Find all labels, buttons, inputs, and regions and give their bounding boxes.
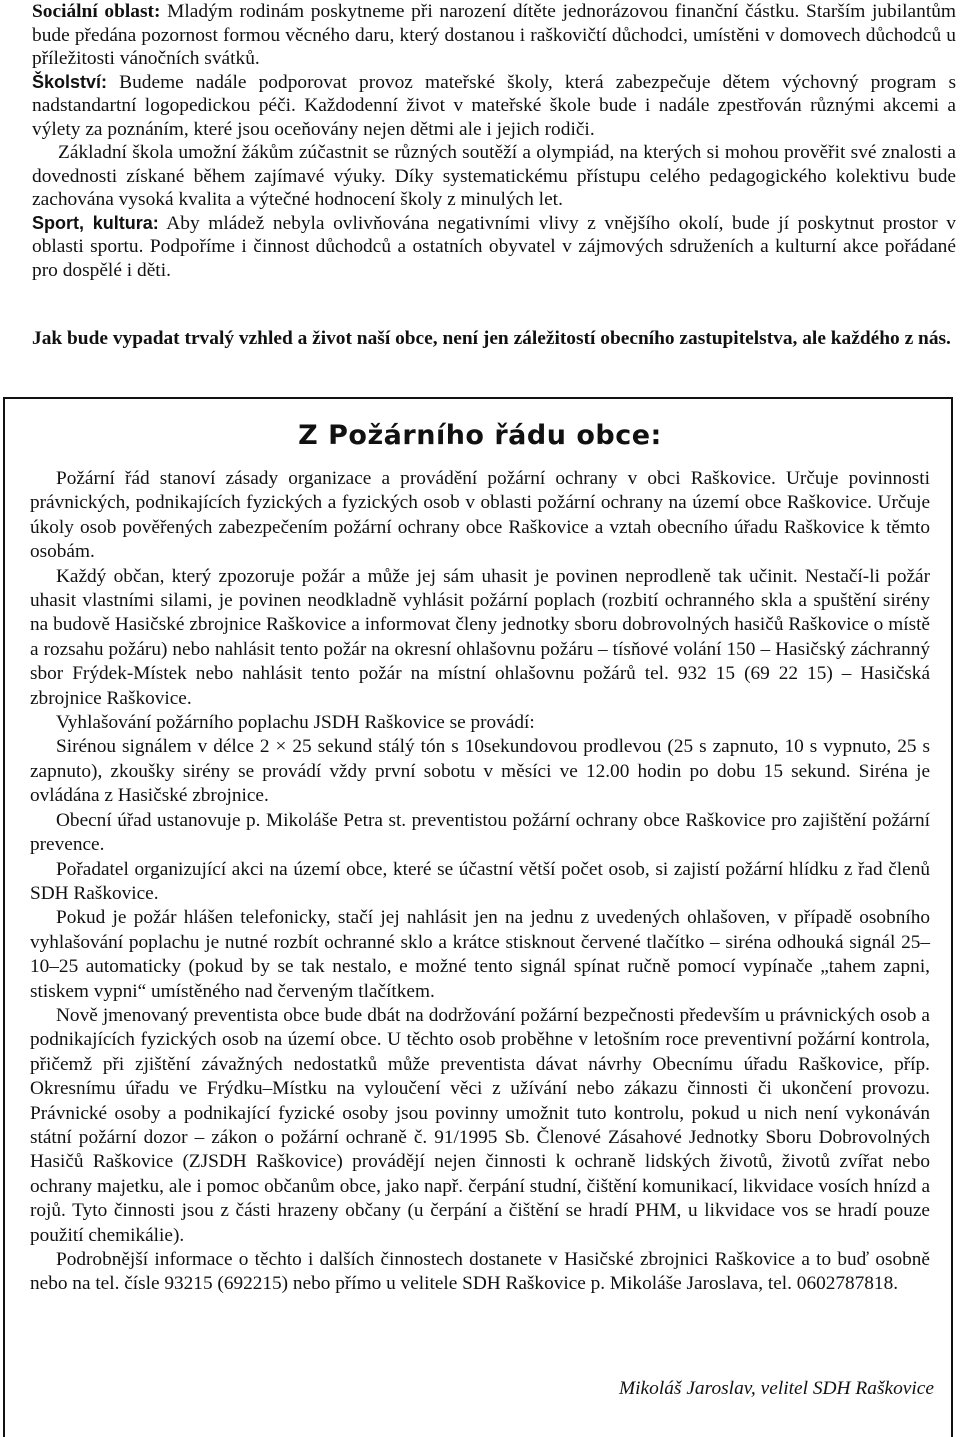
box-paragraph: Vyhlašování požárního poplachu JSDH Raškovice se provádí:	[56, 712, 535, 734]
social-text: Mladým rodinám poskytneme při narození dítěte jednorázovou finanční částku. Starším jubilantům bude předána pozornost formou věcného daru, který dostanou i raškovičtí důchodci, umístěni v domovech důchodců u příležitosti vánočních svátků.	[32, 1, 956, 69]
school-text: Budeme nadále podporovat provoz mateřské školy, která zabezpečuje dětem výchovný program s nadstandartní logopedickou péči. Každodenní život v mateřské škole bude i nadále zpestřován různými akcemi a výlety za poznáním, které jsou oceňovány nejen dětmi ale i jejich rodiči.	[32, 71, 956, 140]
sport-text: Aby mládež nebyla ovlivňována negativními vlivy z vnějšího okolí, bude jí poskytnut prostor v oblasti sportu. Podpoříme i činnost důchodců a ostatních obyvatel v zájmových sdruženích a kulturní akce pořádané pro dospělé i děti.	[32, 212, 956, 281]
box-paragraph: Každý občan, který zpozoruje požár a může jej sám uhasit je povinen neprodleně tak učinit. Nestačí-li požár uhasit vlastními silami, je povinen neodkladně vyhlásit požární poplach (rozbití ochranného skla a spuštění sirény na budově Hasičské zbrojnice Raškovice a informovat členy jednotky sboru dobrovolných hasičů Raškovice o místě a rozsahu požáru) nebo nahlásit tento požár na okresní ohlašovnu požáru – tísňové volání 150 – Hasičský záchranný sbor Frýdek-Místek nebo nahlásit tento požár na místní ohlašovnu požárů tel. 932 15 (69 22 15) – Hasičská zbrojnice Raškovice.	[30, 565, 930, 709]
fire-regulations-box	[3, 397, 953, 1437]
school-paragraph	[32, 71, 956, 142]
box-paragraph: Pořadatel organizující akci na území obce, které se účastní větší počet osob, si zajistí požární hlídku z řad členů SDH Raškovice.	[30, 858, 930, 904]
social-lead: Sociální oblast:	[32, 1, 161, 22]
box-title: Z Požárního řádu obce:	[298, 420, 662, 451]
closing-statement: Jak bude vypadat trvalý vzhled a život naší obce, není jen záležitostí obecního zastupitelstva, ale každého z nás.	[32, 328, 951, 349]
basic-school-paragraph: Základní škola umožní žákům zúčastnit se různých soutěží a olympiád, na kterých si mohou prověřit své znalosti a dovednosti získané během zajímavé výuky. Díky systematickému přístupu celého pedagogického kolektivu bude zachována vysoká kvalita a výtečné hodnocení školy z minulých let.	[32, 142, 956, 210]
program-section	[32, 0, 956, 282]
box-paragraph: Požární řád stanoví zásady organizace a provádění požární ochrany v obci Raškovice. Určuje povinnosti právnických, podnikajících fyzických a fyzických osob v oblasti požární ochrany na území obce Raškovice. Určuje úkoly osob pověřených zabezpečením požární ochrany obce Raškovice a vztah obecního úřadu Raškovice k těmto osobám.	[30, 468, 930, 563]
box-paragraph: Obecní úřad ustanovuje p. Mikoláše Petra st. preventistou požární ochrany obce Raškovice pro zajištění požární prevence.	[30, 809, 930, 856]
sport-lead: Sport, kultura:	[32, 212, 159, 233]
sport-paragraph	[32, 212, 956, 283]
box-paragraph: Podrobnější informace o těchto i dalších činnostech dostanete v Hasičské zbrojnici Raškovice a to buď osobně nebo na tel. čísle 93215 (692215) nebo přímo u velitele SDH Raškovice p. Mikoláše Jaroslava, tel. 0602787818.	[30, 1249, 930, 1295]
signature: Mikoláš Jaroslav, velitel SDH Raškovice	[619, 1378, 934, 1399]
box-paragraph: Sirénou signálem v délce 2 × 25 sekund stálý tón s 10sekundovou prodlevou (25 s zapnuto, 10 s vypnuto, 25 s zapnuto), zkoušky sirény se provádí vždy první sobotu v měsíci ve 12.00 hodin po dobu 15 sekund. Siréna je ovládána z Hasičské zbrojnice.	[30, 736, 930, 807]
box-paragraph: Nově jmenovaný preventista obce bude dbát na dodržování požární bezpečnosti především u právnických osob a podnikajících fyzických osob na území obce. U těchto osob proběhne v letošním roce preventivní požární kontrola, přičemž při zjištění závažných nedostatků může preventista dávat návrhy Obecnímu úřadu Raškovice, příp. Okresnímu úřadu ve Frýdku–Místku na vyloučení věci z užívání nebo zákazu činnosti či ukončení provozu. Právnické osoby a podnikající fyzické osoby jsou povinny umožnit tuto kontrolu, pokud u nich není vykonáván státní požární dozor – zákon o požární ochraně č. 91/1995 Sb. Členové Zásahové Jednotky Sboru Dobrovolných Hasičů Raškovice (ZJSDH Raškovice) provádějí nejen činnosti k ochraně lidských životů, životů zvířat nebo ochrany majetku, ale i pomoc občanům obce, jako např. čerpání studní, čištění komunikací, likvidace vosích hnízd a rojů. Tyto činnosti jsou z části hrazeny občany (u čerpání a čištění se hradí PHM, u likvidace vos se hradí pouze použití chemikálie).	[30, 1004, 930, 1246]
box-paragraph: Pokud je požár hlášen telefonicky, stačí jej nahlásit jen na jednu z uvedených ohlašoven, v případě osobního vyhlašování poplachu je nutné rozbít ochranné sklo a krátce stisknout červené tlačítko – siréna odhouká signál 25–10–25 automaticky (pokud by se tak nestalo, e možné tento signál spínat ručně pomocí vypínače „tahem zapni, stiskem vypni“ umístěného nad červeným tlačítkem.	[30, 907, 930, 1002]
school-lead: Školství:	[32, 71, 108, 92]
social-paragraph	[32, 0, 956, 71]
box-body	[30, 467, 930, 1297]
